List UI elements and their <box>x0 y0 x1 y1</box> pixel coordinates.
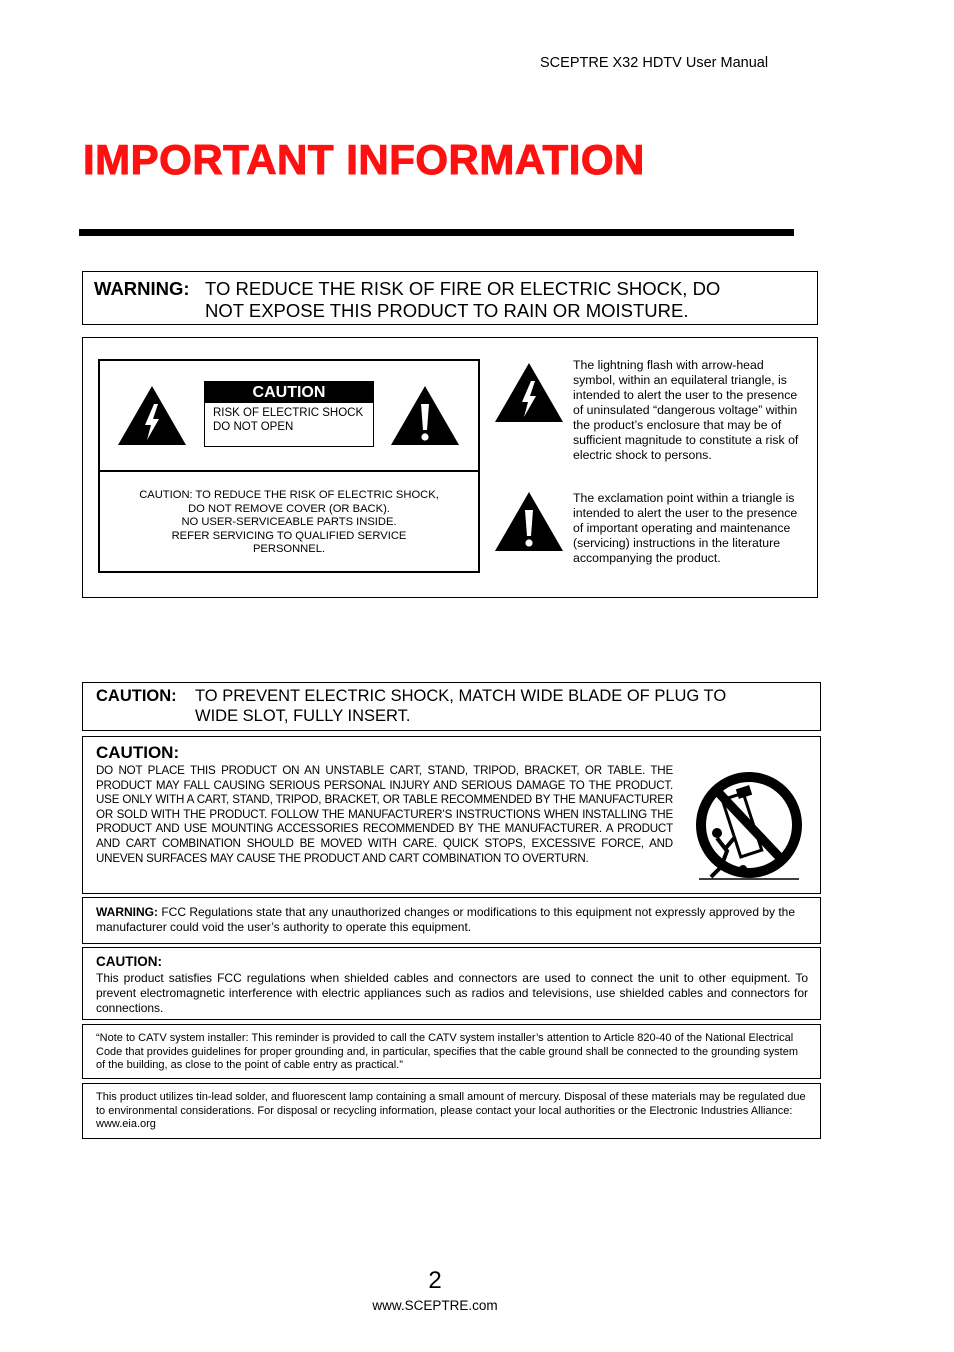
safety-symbols-box <box>82 337 818 598</box>
lightning-triangle-icon <box>493 361 565 424</box>
fcc-caution-heading: CAUTION: <box>96 954 162 969</box>
disposal-note-box <box>82 1083 821 1139</box>
fcc-warning-box <box>82 897 821 944</box>
cart-tipover-icon <box>695 767 803 885</box>
fcc-warning-label: WARNING: <box>96 905 158 919</box>
caution-label-heading: CAUTION <box>205 382 373 403</box>
warning-label: WARNING: <box>94 278 190 299</box>
plug-caution-label: CAUTION: <box>96 687 177 705</box>
fcc-warning-body: FCC Regulations state that any unauthorized changes or modifications to this equipment not expressly approved by the manufacturer could void the user’s authority to operate this equipment. <box>96 905 796 934</box>
lightning-triangle-icon <box>116 384 188 447</box>
title-divider <box>79 229 794 236</box>
fcc-caution-text: This product satisfies FCC regulations when shielded cables and connectors are used to connect the unit to other equipment. To prevent electromagnetic interference with electric appliances such as radios and televisions, use shielded cables and connectors for connections. <box>96 971 808 1015</box>
fcc-warning-text <box>96 905 806 935</box>
warning-box <box>82 271 818 325</box>
caution-text-line: DO NOT REMOVE COVER (OR BACK). <box>188 502 390 515</box>
cart-caution-box <box>82 736 821 894</box>
cart-caution-heading: CAUTION: <box>96 743 180 762</box>
cart-caution-text: DO NOT PLACE THIS PRODUCT ON AN UNSTABLE CART, STAND, TRIPOD, BRACKET, OR TABLE. THE PRODUCT MAY FALL CAUSING SERIOUS PERSONAL INJURY AND SERIOUS DAMAGE TO THE PRODUCT. USE ONLY WITH A CART, STAND, TRIPOD, BRACKET, OR TABLE RECOMMENDED BY THE MANUFACTURER OR SOLD WITH THE PRODUCT. FOLLOW THE MANUFACTURER’S INSTRUCTIONS WHEN INSTALLING THE PRODUCT AND USE MOUNTING ACCESSORIES RECOMMENDED BY THE MANUFACTURER. A PRODUCT AND CART COMBINATION SHOULD BE MOVED WITH CARE. QUICK STOPS, EXCESSIVE FORCE, AND UNEVEN SURFACES MAY CAUSE THE PRODUCT AND CART COMBINATION TO OVERTURN. <box>96 764 673 865</box>
caution-text-line: CAUTION: TO REDUCE THE RISK OF ELECTRIC SHOCK, <box>139 489 439 501</box>
caution-panel-top <box>100 361 478 472</box>
exclamation-triangle-icon <box>389 384 461 447</box>
manual-header: SCEPTRE X32 HDTV User Manual <box>540 55 769 71</box>
caution-panel-text <box>100 489 478 557</box>
catv-note-text: “Note to CATV system installer: This reminder is provided to call the CATV system installer’s attention to Article 820-40 of the National Electrical Code that provides guidelines for proper grounding and, in particular, specifies that the cable ground shall be connected to the grounding system of the building, as close to the point of cable entry as practical.” <box>96 1032 799 1071</box>
caution-label-line-1: RISK OF ELECTRIC SHOCK <box>213 407 364 419</box>
caution-text-line: NO USER-SERVICEABLE PARTS INSIDE. <box>181 516 397 528</box>
catv-note-box <box>82 1024 821 1079</box>
lightning-symbol-description: The lightning flash with arrow-head symbol, within an equilateral triangle, is intended to alert the user to the presence of uninsulated “dangerous voltage” within the product’s enclosure that may be of sufficient magnitude to constitute a risk of electric shock to persons. <box>573 358 799 462</box>
warning-line-1: TO REDUCE THE RISK OF FIRE OR ELECTRIC SHOCK, DO <box>205 278 721 299</box>
page-number: 2 <box>428 1267 442 1294</box>
fcc-caution-box <box>82 947 821 1020</box>
plug-caution-box <box>82 682 821 731</box>
disposal-note-text: This product utilizes tin-lead solder, and fluorescent lamp containing a small amount of mercury. Disposal of these materials may be regulated due to environmental considerations. For disposal or recycling information, please contact your local authorities or the Electronic Industries Alliance: www.eia.org <box>96 1091 806 1130</box>
plug-caution-line-1: TO PREVENT ELECTRIC SHOCK, MATCH WIDE BLADE OF PLUG TO <box>195 687 727 705</box>
caution-panel <box>98 359 480 573</box>
plug-caution-line-2: WIDE SLOT, FULLY INSERT. <box>195 707 411 725</box>
exclamation-symbol-description: The exclamation point within a triangle is intended to alert the user to the presence of important operating and maintenance (servicing) instructions in the literature accompanying the product. <box>573 491 798 565</box>
caution-label-line-2: DO NOT OPEN <box>213 421 294 433</box>
caution-text-line: REFER SERVICING TO QUALIFIED SERVICE <box>171 529 407 542</box>
caution-text-line: PERSONNEL. <box>252 543 326 555</box>
exclamation-triangle-icon <box>493 490 565 553</box>
footer-url: www.SCEPTRE.com <box>372 1298 498 1313</box>
warning-line-2: NOT EXPOSE THIS PRODUCT TO RAIN OR MOISTURE. <box>205 300 689 321</box>
page-title: IMPORTANT INFORMATION <box>83 136 645 183</box>
caution-label <box>204 381 374 447</box>
